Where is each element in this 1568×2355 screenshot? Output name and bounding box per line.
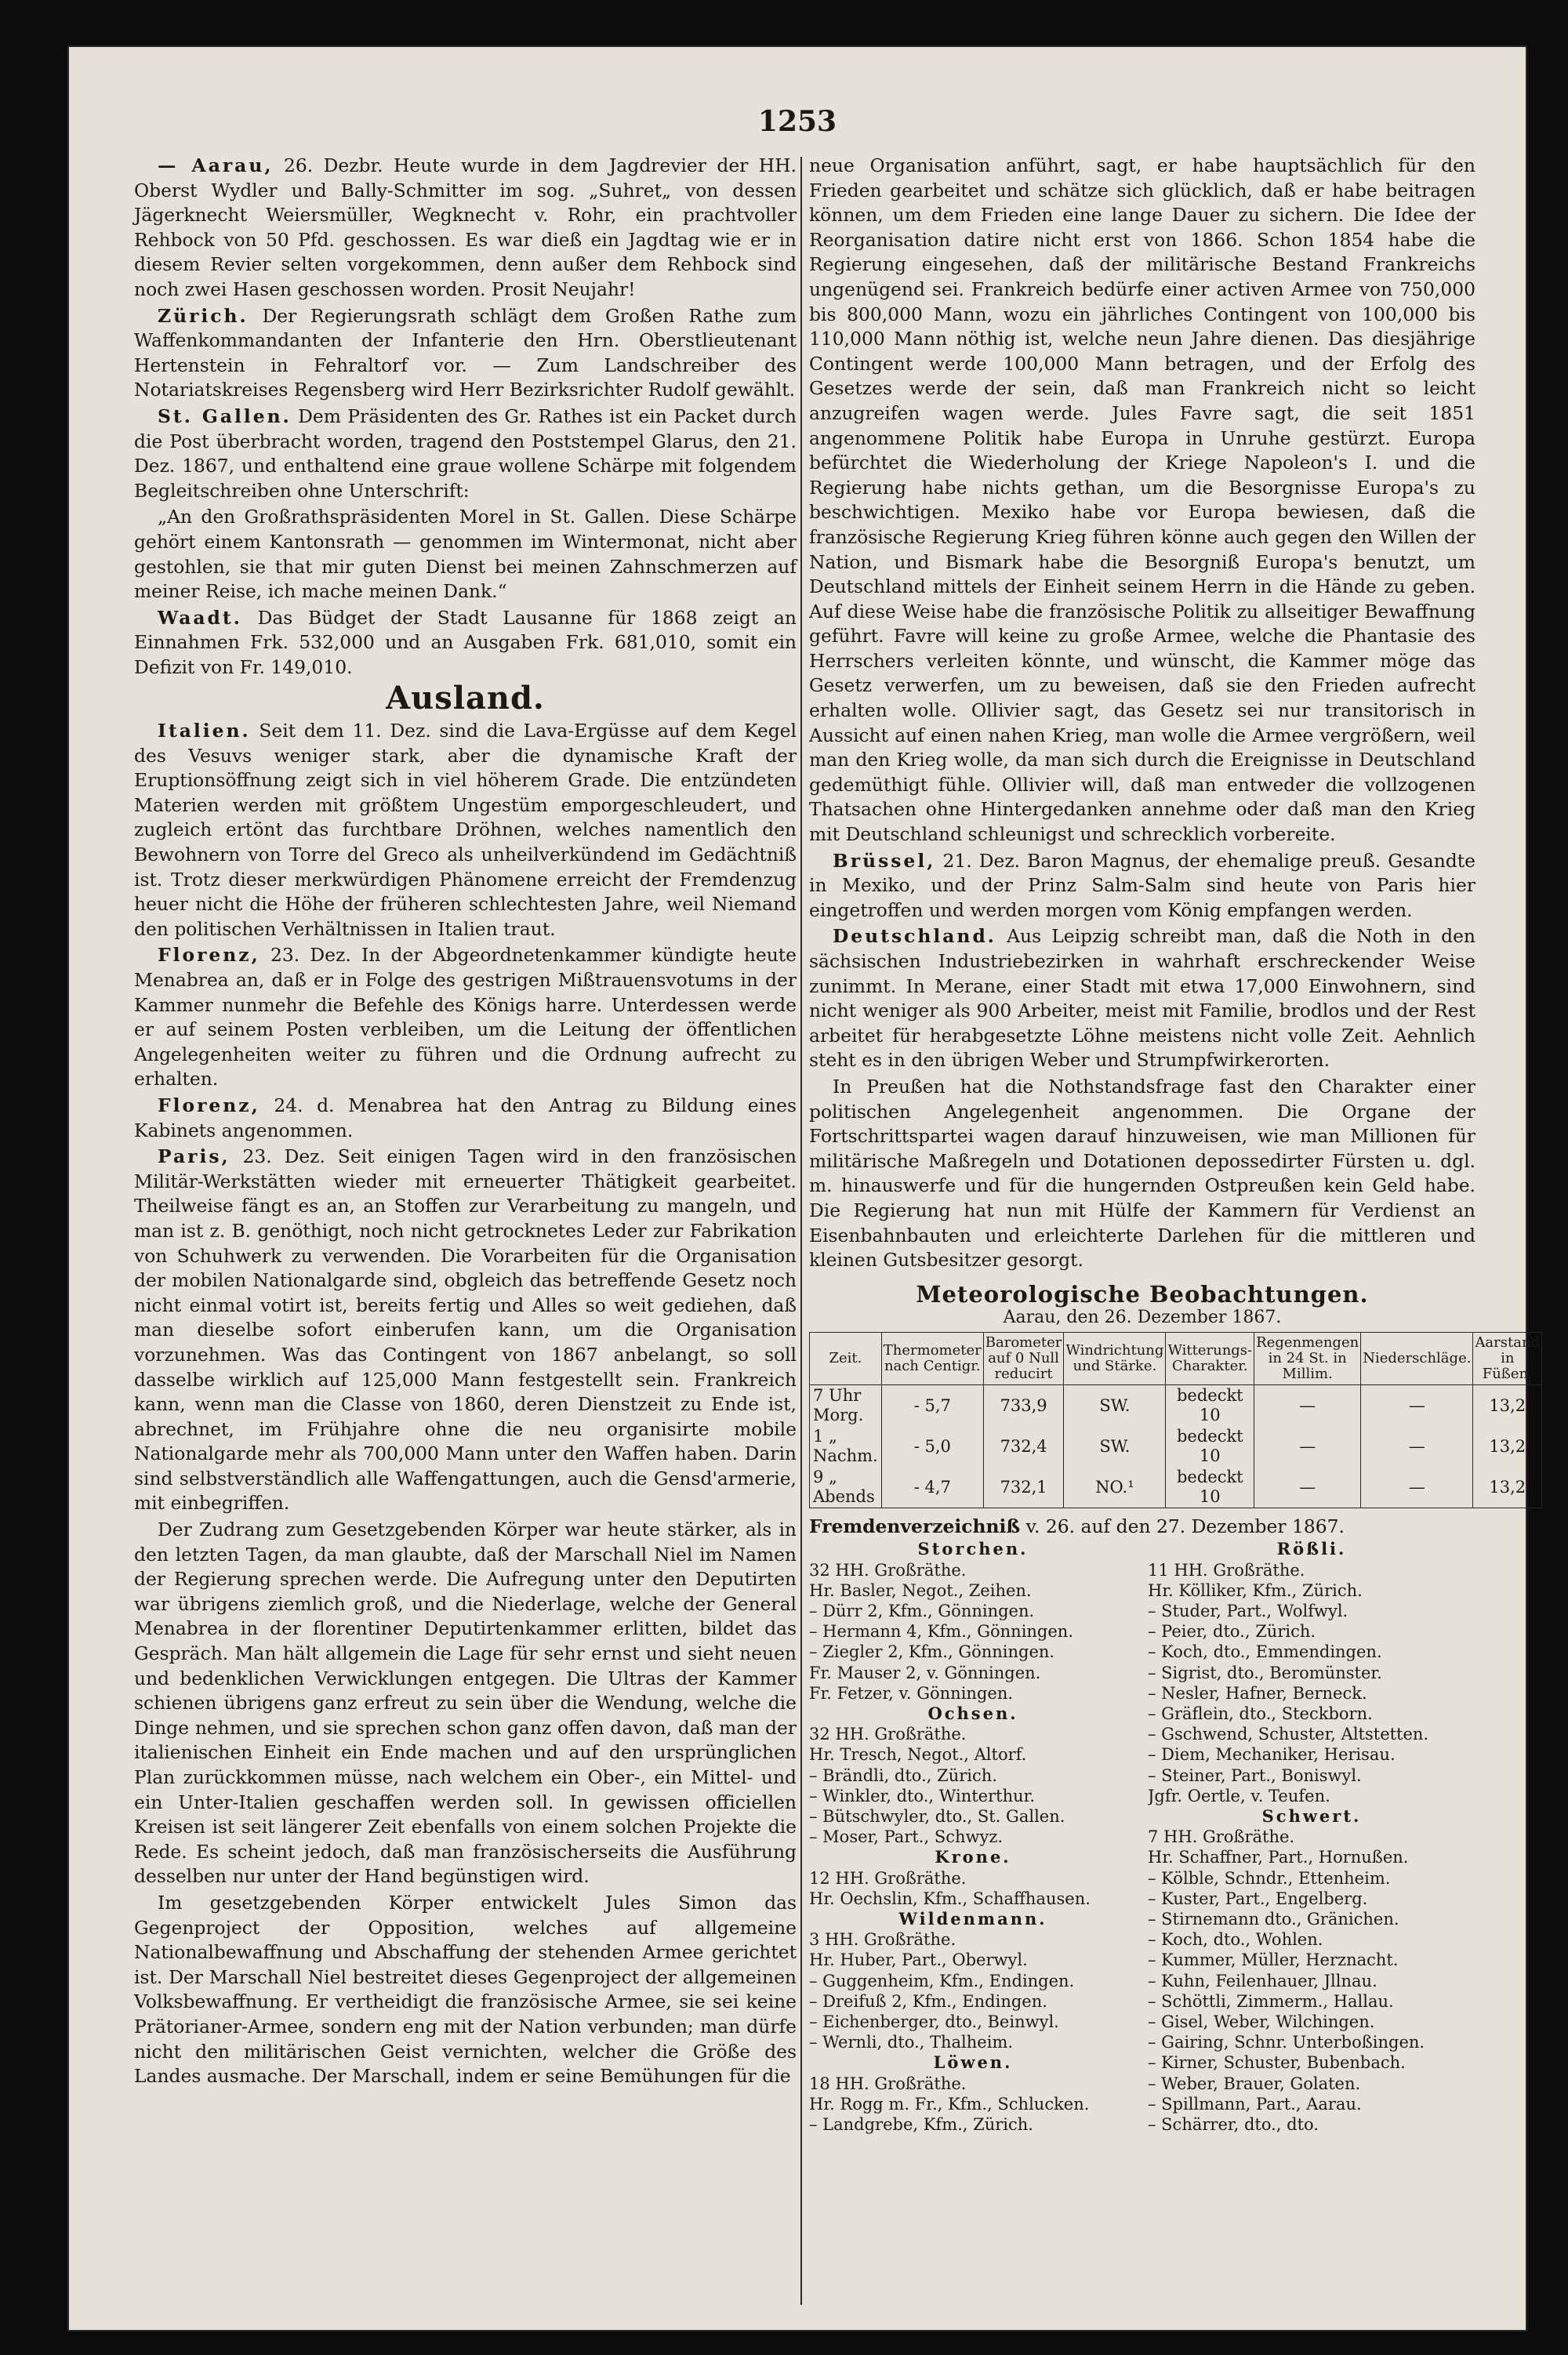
guest-entry: Fr. Mauser 2, v. Gönningen. bbox=[809, 1663, 1041, 1682]
dateline: Zürich. bbox=[158, 304, 249, 327]
guest-entry: – Eichenberger, dto., Beinwyl. bbox=[809, 2012, 1059, 2031]
weather-table-header bbox=[810, 1333, 1542, 1385]
weather-cell: 732,4 bbox=[983, 1426, 1064, 1467]
guest-entry: – Winkler, dto., Winterthur. bbox=[809, 1786, 1036, 1805]
article-paragraph bbox=[809, 924, 1475, 1073]
guest-entry: – Gräflein, dto., Steckborn. bbox=[1148, 1704, 1373, 1723]
right-column bbox=[809, 154, 1541, 2135]
article-paragraph bbox=[809, 849, 1475, 923]
article-text: Der Regierungsrath schlägt dem Großen Rathe zum Waffenkommandanten der Infanterie den Hrn. Oberstlieutenant Hertenstein in Fehraltorf vor. — Zum Landschreiber des Notariatskreises Regensberg wird Herr Bezirksrichter Rudolf gewählt. bbox=[134, 304, 797, 401]
weather-subtitle: Aarau, den 26. Dezember 1867. bbox=[1003, 1308, 1282, 1328]
guest-entry: – Peier, dto., Zürich. bbox=[1148, 1622, 1316, 1642]
article-text: Seit dem 11. Dez. sind die Lava-Ergüsse auf dem Kegel des Vesuvs weniger stark, aber die dynamische Kraft der Eruptionsöffnung zeigt sich in viel höherem Grade. Die entzündeten Materien werden mit größtem Ungestüm emporgeschleudert, und zugleich ertönt das furchtbare Dröhnen, welches namentlich den Bewohnern von Torre del Greco als unheilverkündend im Gedächtniß ist. Trotz dieser merkwürdigen Phänomene erreicht der Fremdenzug heuer nicht die Höhe der früheren schlechtesten Jahre, weil Niemand den politischen Verhältnissen in Italien traut. bbox=[134, 720, 797, 940]
weather-column-header: Barometer auf 0 Null reducirt bbox=[983, 1333, 1064, 1385]
dateline: Waadt. bbox=[158, 606, 242, 629]
weather-cell: 13,2 bbox=[1473, 1426, 1542, 1467]
article-text: 23. Dez. Seit einigen Tagen wird in den französischen Militär-Werkstätten wieder mit erneuerter Thätigkeit gearbeitet. Theilweise fängt es an, an Stoffen zur Verarbeitung zu mangeln, und man ist z. B. genöthigt, noch nicht getrocknetes Leder zur Fabrikation von Schuhwerk zu verwenden. Die Vorarbeiten für die Organisation der mobilen Nationalgarde sind, obgleich das betreffende Gesetz noch nicht einmal votirt ist, bereits fertig und Alles so weit gediehen, daß man dieselbe sofort einberufen kann, um die Organisation vorzunehmen. Was das Contingent von 1867 anbelangt, so soll dasselbe wirklich auf 125,000 Mann festgestellt sein. Frankreich kann, wenn man die Classe von 1860, deren Dienstzeit zu Ende ist, abrechnet, im Frühjahre ohne die neu organisirte mobile Nationalgarde mehr als 700,000 Mann unter den Waffen haben. Darin sind selbstverständlich alle Waffengattungen, auch die Gensd'armerie, mit einbegriffen. bbox=[134, 1145, 797, 1515]
article-paragraph bbox=[134, 1518, 797, 1889]
article-text: neue Organisation anführt, sagt, er habe hauptsächlich für den Frieden gearbeitet und schätze sich glücklich, daß er habe beitragen können, um dem Frieden eine lange Dauer zu sichern. Die Idee der Reorganisation datire nicht erst von 1866. Schon 1854 habe die Regierung eingesehen, daß der militärische Bestand Frankreichs ungenügend sei. Frankreich bedürfe einer activen Armee von 750,000 bis 800,000 Mann, wozu ein jährliches Contingent von 100,000 bis 110,000 Mann nöthig ist, welche neun Jahre dienen. Das diesjährige Contingent werde 100,000 Mann betragen, und der Erfolg des Gesetzes werde der sein, daß man Frankreich nicht so leicht anzugreifen wagen werde. Jules Favre sagt, die seit 1851 angenommene Politik habe Europa in Unruhe gestürzt. Europa befürchtet die Wiederholung der Kriege Napoleon's I. und die Regierung habe nichts gethan, um die Besorgnisse Europa's zu beschwichtigen. Mexiko habe vor Europa bewiesen, daß die französische Regierung Krieg führen könne auch gegen den Willen der Nation, und Bismark habe die Besorgniß Europa's benutzt, um Deutschland mittels der Einheit seinem Herrn in die Hände zu geben. Auf diese Weise habe die französische Politik zu allseitiger Bewaffnung geführt. Favre will keine zu große Armee, welche die Phantasie des Herrschers verleiten könnte, und wünscht, die Kammer möge das Gesetz verwerfen, um zu beweisen, daß sie den Frieden aufrecht erhalten wolle. Ollivier sagt, das Gesetz sei nur transitorisch in Aussicht auf einen nahen Krieg, man wolle die Armee vergrößern, weil man den Krieg wolle, da man sich durch die Ereignisse in Deutschland gedemüthigt fühle. Ollivier will, daß man entweder die vollzogenen Thatsachen ohne Hintergedanken annehme oder daß man den Krieg mit Deutschland schleunigst und schrecklich vorbereite. bbox=[809, 154, 1475, 846]
guest-list-date: v. 26. auf den 27. Dezember 1867. bbox=[1025, 1515, 1345, 1538]
article-text: „An den Großrathspräsidenten Morel in St. Gallen. Diese Schärpe gehört einem Kantonsrath — genommen im Wintermonat, nicht aber gestohlen, sie that mir guten Dienst bei meinen Zahnschmerzen auf meiner Reise, ich mache meinen Dank.“ bbox=[134, 506, 797, 603]
weather-column-header: Windrichtung und Stärke. bbox=[1064, 1333, 1166, 1385]
hotel-name: Storchen. bbox=[917, 1539, 1029, 1559]
guest-entry: – Weber, Brauer, Golaten. bbox=[1148, 2074, 1361, 2093]
article-text: 26. Dezbr. Heute wurde in dem Jagdrevier der HH. Oberst Wydler und Bally-Schmitter im sog. „Suhret„ von dessen Jägerknecht Weiersmüller, Wegknecht v. Rohr, ein prachtvoller Rehbock von 50 Pfd. geschossen. Es war dieß ein Jagdtag wie er in diesem Revier selten vorgekommen, denn außer dem Rehbock sind noch zwei Hasen geschossen worden. Prosit Neujahr! bbox=[134, 154, 797, 300]
article-text: 23. Dez. In der Abgeordnetenkammer kündigte heute Menabrea an, daß er in Folge des gestrigen Mißtrauensvotums in der Kammer nunmehr die Befehle des Königs harre. Unterdessen werde er auf seinem Posten verbleiben, um die Leitung der öffentlichen Angelegenheiten weiter zu führen und die Ordnung aufrecht zu erhalten. bbox=[134, 944, 797, 1090]
guest-entry: – Gairing, Schnr. Unterboßingen. bbox=[1148, 2033, 1425, 2052]
weather-title: Meteorologische Beobachtungen. bbox=[916, 1280, 1369, 1308]
guest-entry: – Brändli, dto., Zürich. bbox=[809, 1765, 997, 1785]
guest-entry: Jgfr. Oertle, v. Teufen. bbox=[1148, 1786, 1330, 1805]
section-heading-ausland: Ausland. bbox=[386, 680, 545, 717]
guest-entry: Hr. Schaffner, Part., Hornußen. bbox=[1148, 1848, 1409, 1867]
weather-cell: - 5,7 bbox=[881, 1385, 983, 1427]
guest-entry: Hr. Huber, Part., Oberwyl. bbox=[809, 1950, 1028, 1970]
dateline: Florenz, bbox=[158, 1094, 260, 1116]
weather-cell: 1 „ Nachm. bbox=[810, 1426, 882, 1467]
weather-cell: - 5,0 bbox=[881, 1426, 983, 1467]
guest-entry: – Kuster, Part., Engelberg. bbox=[1148, 1889, 1368, 1908]
guest-entry: – Dürr 2, Kfm., Gönningen. bbox=[809, 1601, 1035, 1620]
guest-entry: 32 HH. Großräthe. bbox=[809, 1560, 967, 1580]
weather-cell: — bbox=[1361, 1426, 1473, 1467]
weather-column-header: Regenmengen in 24 St. in Millim. bbox=[1254, 1333, 1361, 1385]
guest-entry: – Diem, Mechaniker, Herisau. bbox=[1148, 1745, 1396, 1765]
dateline: Italien. bbox=[158, 720, 251, 742]
article-paragraph bbox=[134, 505, 797, 604]
weather-cell: NO.¹ bbox=[1064, 1467, 1166, 1508]
left-column bbox=[134, 154, 797, 2091]
guest-entry: – Koch, dto., Wohlen. bbox=[1148, 1930, 1323, 1950]
hotel-name: Schwert. bbox=[1261, 1805, 1362, 1826]
article-paragraph bbox=[134, 719, 797, 942]
guest-entry: Hr. Kölliker, Kfm., Zürich. bbox=[1148, 1580, 1363, 1600]
guest-entry: – Moser, Part., Schwyz. bbox=[809, 1827, 1004, 1847]
weather-cell: 13,2 bbox=[1473, 1467, 1542, 1508]
guest-entry: Hr. Rogg m. Fr., Kfm., Schlucken. bbox=[809, 2094, 1090, 2114]
weather-column-header: Niederschläge. bbox=[1361, 1333, 1473, 1385]
weather-cell: - 4,7 bbox=[881, 1467, 983, 1508]
article-paragraph bbox=[134, 1094, 797, 1143]
weather-column-header: Zeit. bbox=[810, 1333, 882, 1385]
weather-cell: — bbox=[1254, 1426, 1361, 1467]
column-rule bbox=[800, 157, 802, 2305]
article-paragraph bbox=[134, 606, 797, 680]
guest-list-column-1 bbox=[809, 1539, 1137, 2135]
weather-cell: 733,9 bbox=[983, 1385, 1064, 1427]
guest-entry: 3 HH. Großräthe. bbox=[809, 1930, 956, 1950]
article-text: In Preußen hat die Nothstandsfrage fast den Charakter einer politischen Angelegenheit angenommen. Die Organe der Fortschrittspartei wagen darauf hinzuweisen, wie man Millionen für militärische Maßregeln und Dotationen depossedirter Fürsten u. dgl. m. hinauswerfe und für die hungernden Ostpreußen kein Geld habe. Die Regierung hat nun mit Hülfe der Kammern für Verdienst an Eisenbahnbauten und erleichterte Darlehen für die mittleren und kleinen Gutsbesitzer gesorgt. bbox=[809, 1075, 1475, 1272]
dateline: Deutschland. bbox=[833, 925, 996, 948]
newspaper-page bbox=[67, 45, 1541, 2331]
weather-column-header: Witterungs-Charakter. bbox=[1166, 1333, 1254, 1385]
guest-entry: – Sigrist, dto., Beromünster. bbox=[1148, 1663, 1382, 1682]
weather-cell: SW. bbox=[1064, 1426, 1166, 1467]
article-text: Im gesetzgebenden Körper entwickelt Jules Simon das Gegenproject der Opposition, welches auf allgemeine Nationalbewaffnung und Abschaffung der stehenden Armee gerichtet ist. Der Marschall Niel bestreitet dieses Gegenproject der allgemeinen Volksbewaffnung. Er vertheidigt die französische Armee, sie sei keine Prätorianer-Armee, sondern eng mit der Nation verbunden; man dürfe nicht den militärischen Geist vernichten, welcher die Größe des Landes ausmache. Der Marschall, indem er seine Bemühungen für die bbox=[134, 1891, 797, 2088]
guest-entry: – Bütschwyler, dto., St. Gallen. bbox=[809, 1806, 1065, 1826]
article-paragraph bbox=[134, 1145, 797, 1516]
weather-cell: 9 „ Abends bbox=[810, 1467, 882, 1508]
guest-entry: – Ziegler 2, Kfm., Gönningen. bbox=[809, 1642, 1055, 1662]
dateline: Paris, bbox=[158, 1145, 230, 1168]
weather-table bbox=[809, 1332, 1542, 1508]
weather-cell: SW. bbox=[1064, 1385, 1166, 1427]
article-text: 21. Dez. Baron Magnus, der ehemalige preuß. Gesandte in Mexiko, und der Prinz Salm-Salm sind heute von Paris hier eingetroffen und werden morgen vom König empfangen werden. bbox=[809, 849, 1476, 921]
guest-entry: – Studer, Part., Wolfwyl. bbox=[1148, 1601, 1348, 1620]
weather-column-header: Aarstand in Füßen. bbox=[1473, 1333, 1542, 1385]
guest-entry: Hr. Tresch, Negot., Altorf. bbox=[809, 1745, 1027, 1765]
article-paragraph bbox=[134, 405, 797, 503]
domestic-news bbox=[134, 154, 797, 680]
guest-list-column-2 bbox=[1148, 1539, 1475, 2135]
foreign-news bbox=[134, 719, 797, 2089]
guest-entry: – Schöttli, Zimmerm., Hallau. bbox=[1148, 1991, 1394, 2011]
page-number: 1253 bbox=[757, 105, 837, 138]
guest-entry: Fr. Fetzer, v. Gönningen. bbox=[809, 1683, 1014, 1703]
guest-entry: – Kirner, Schuster, Bubenbach. bbox=[1148, 2053, 1406, 2073]
guest-entry: – Stirnemann dto., Gränichen. bbox=[1148, 1909, 1399, 1929]
weather-row bbox=[810, 1467, 1542, 1508]
article-text: Das Büdget der Stadt Lausanne für 1868 zeigt an Einnahmen Frk. 532,000 und an Ausgaben Frk. 681,010, somit ein Defizit von Fr. 149,010. bbox=[134, 606, 797, 678]
guest-list bbox=[809, 1539, 1475, 2135]
article-paragraph bbox=[809, 154, 1475, 847]
weather-cell: 13,2 bbox=[1473, 1385, 1542, 1427]
guest-entry: – Kölble, Schndr., Ettenheim. bbox=[1148, 1868, 1391, 1888]
guest-entry: 7 HH. Großräthe. bbox=[1148, 1827, 1295, 1847]
guest-entry: – Dreifuß 2, Kfm., Endingen. bbox=[809, 1991, 1047, 2011]
guest-entry: Hr. Oechslin, Kfm., Schaffhausen. bbox=[809, 1889, 1091, 1908]
guest-entry: – Kummer, Müller, Herznacht. bbox=[1148, 1950, 1399, 1970]
guest-entry: – Spillmann, Part., Aarau. bbox=[1148, 2094, 1362, 2114]
guest-entry: – Gisel, Weber, Wilchingen. bbox=[1148, 2012, 1375, 2031]
weather-cell: — bbox=[1361, 1467, 1473, 1508]
guest-entry: – Koch, dto., Emmendingen. bbox=[1148, 1642, 1382, 1662]
guest-entry: 18 HH. Großräthe. bbox=[809, 2074, 967, 2093]
guest-entry: 12 HH. Großräthe. bbox=[809, 1868, 967, 1888]
dateline: Brüssel, bbox=[833, 849, 936, 872]
guest-entry: – Wernli, dto., Thalheim. bbox=[809, 2033, 1014, 2052]
guest-entry: Hr. Basler, Negot., Zeihen. bbox=[809, 1580, 1032, 1600]
article-paragraph bbox=[134, 154, 797, 303]
guest-entry: – Landgrebe, Kfm., Zürich. bbox=[809, 2115, 1033, 2134]
guest-entry: – Kuhn, Feilenhauer, Jllnau. bbox=[1148, 1971, 1377, 1990]
guest-entry: – Steiner, Part., Boniswyl. bbox=[1148, 1765, 1362, 1785]
guest-list-title bbox=[809, 1515, 1475, 1539]
guest-entry: – Guggenheim, Kfm., Endingen. bbox=[809, 1971, 1075, 1990]
hotel-name: Ochsen. bbox=[927, 1703, 1018, 1723]
weather-row bbox=[810, 1426, 1542, 1467]
article-paragraph bbox=[809, 1075, 1475, 1273]
weather-row bbox=[810, 1385, 1542, 1427]
guest-entry: – Hermann 4, Kfm., Gönningen. bbox=[809, 1622, 1074, 1642]
weather-cell: bedeckt 10 bbox=[1166, 1467, 1254, 1508]
article-text: Der Zudrang zum Gesetzgebenden Körper war heute stärker, als in den letzten Tagen, da man glaubte, daß der Marschall Niel im Namen der Regierung sprechen werde. Die Aufregung unter den Deputirten war übrigens ziemlich groß, und die Niederlage, welche der General Menabrea in der florentiner Deputirtenkammer erlitten, bildet das Gespräch. Man hält allgemein die Lage für sehr ernst und sieht neuen und bedenklichen Verwicklungen entgegen. Die Ultras der Kammer schienen übrigens ganz erfreut zu sein über die Wendung, welche die Dinge nehmen, und sie sprechen schon ganz offen davon, daß man der italienischen Einheit ein Ende machen und auf den ursprünglichen Plan zurückkommen müsse, nach welchem ein Ober-, ein Mittel- und ein Unter-Italien geschaffen werden soll. In gewissen officiellen Kreisen ist seit längerer Zeit ebenfalls von einem solchen Projekte die Rede. Es scheint jedoch, daß man französischerseits die Ausführung desselben nur unter der Hand begünstigen wird. bbox=[134, 1519, 797, 1888]
guest-entry: – Gschwend, Schuster, Altstetten. bbox=[1148, 1725, 1429, 1744]
weather-cell: — bbox=[1361, 1385, 1473, 1427]
dateline: St. Gallen. bbox=[158, 405, 292, 427]
weather-cell: — bbox=[1254, 1467, 1361, 1508]
weather-column-header: Thermometer nach Centigr. bbox=[881, 1333, 983, 1385]
article-text: Aus Leipzig schreibt man, daß die Noth in den sächsischen Industriebezirken in wahrhaft erschreckender Weise zunimmt. In Merane, einer Stadt mit etwa 17,000 Einwohnern, sind nicht weniger als 900 Arbeiter, meist mit Familie, brodlos und der Rest arbeitet für herabgesetzte Löhne meistens nicht volle Zeit. Aehnlich steht es in den übrigen Weber und Strumpfwirkerorten. bbox=[809, 925, 1475, 1072]
article-text: 24. d. Menabrea hat den Antrag zu Bildung eines Kabinets angenommen. bbox=[134, 1094, 797, 1141]
right-column-news bbox=[809, 154, 1475, 1273]
weather-cell: — bbox=[1254, 1385, 1361, 1427]
guest-list-heading: Fremdenverzeichniß bbox=[809, 1515, 1021, 1538]
article-text: Dem Präsidenten des Gr. Rathes ist ein Packet durch die Post überbracht worden, tragend den Poststempel Glarus, den 21. Dez. 1867, und enthaltend eine graue wollene Schärpe mit folgendem Begleitschreiben ohne Unterschrift: bbox=[134, 405, 797, 502]
dateline: Florenz, bbox=[158, 944, 260, 967]
guest-entry: – Nesler, Hafner, Berneck. bbox=[1148, 1683, 1367, 1703]
guest-entry: – Schärrer, dto., dto. bbox=[1148, 2115, 1319, 2134]
weather-cell: bedeckt 10 bbox=[1166, 1426, 1254, 1467]
weather-cell: 732,1 bbox=[983, 1467, 1064, 1508]
article-paragraph bbox=[134, 304, 797, 403]
dateline: — Aarau, bbox=[158, 154, 274, 176]
weather-cell: 7 Uhr Morg. bbox=[810, 1385, 882, 1427]
weather-cell: bedeckt 10 bbox=[1166, 1385, 1254, 1427]
hotel-name: Rößli. bbox=[1276, 1539, 1347, 1559]
hotel-name: Wildenmann. bbox=[898, 1908, 1047, 1929]
hotel-name: Krone. bbox=[935, 1847, 1011, 1867]
article-paragraph bbox=[134, 943, 797, 1092]
hotel-name: Löwen. bbox=[933, 2052, 1013, 2073]
guest-entry: 32 HH. Großräthe. bbox=[809, 1725, 967, 1744]
weather-table-body bbox=[810, 1385, 1542, 1508]
article-paragraph bbox=[134, 1891, 797, 2089]
guest-entry: 11 HH. Großräthe. bbox=[1148, 1560, 1305, 1580]
